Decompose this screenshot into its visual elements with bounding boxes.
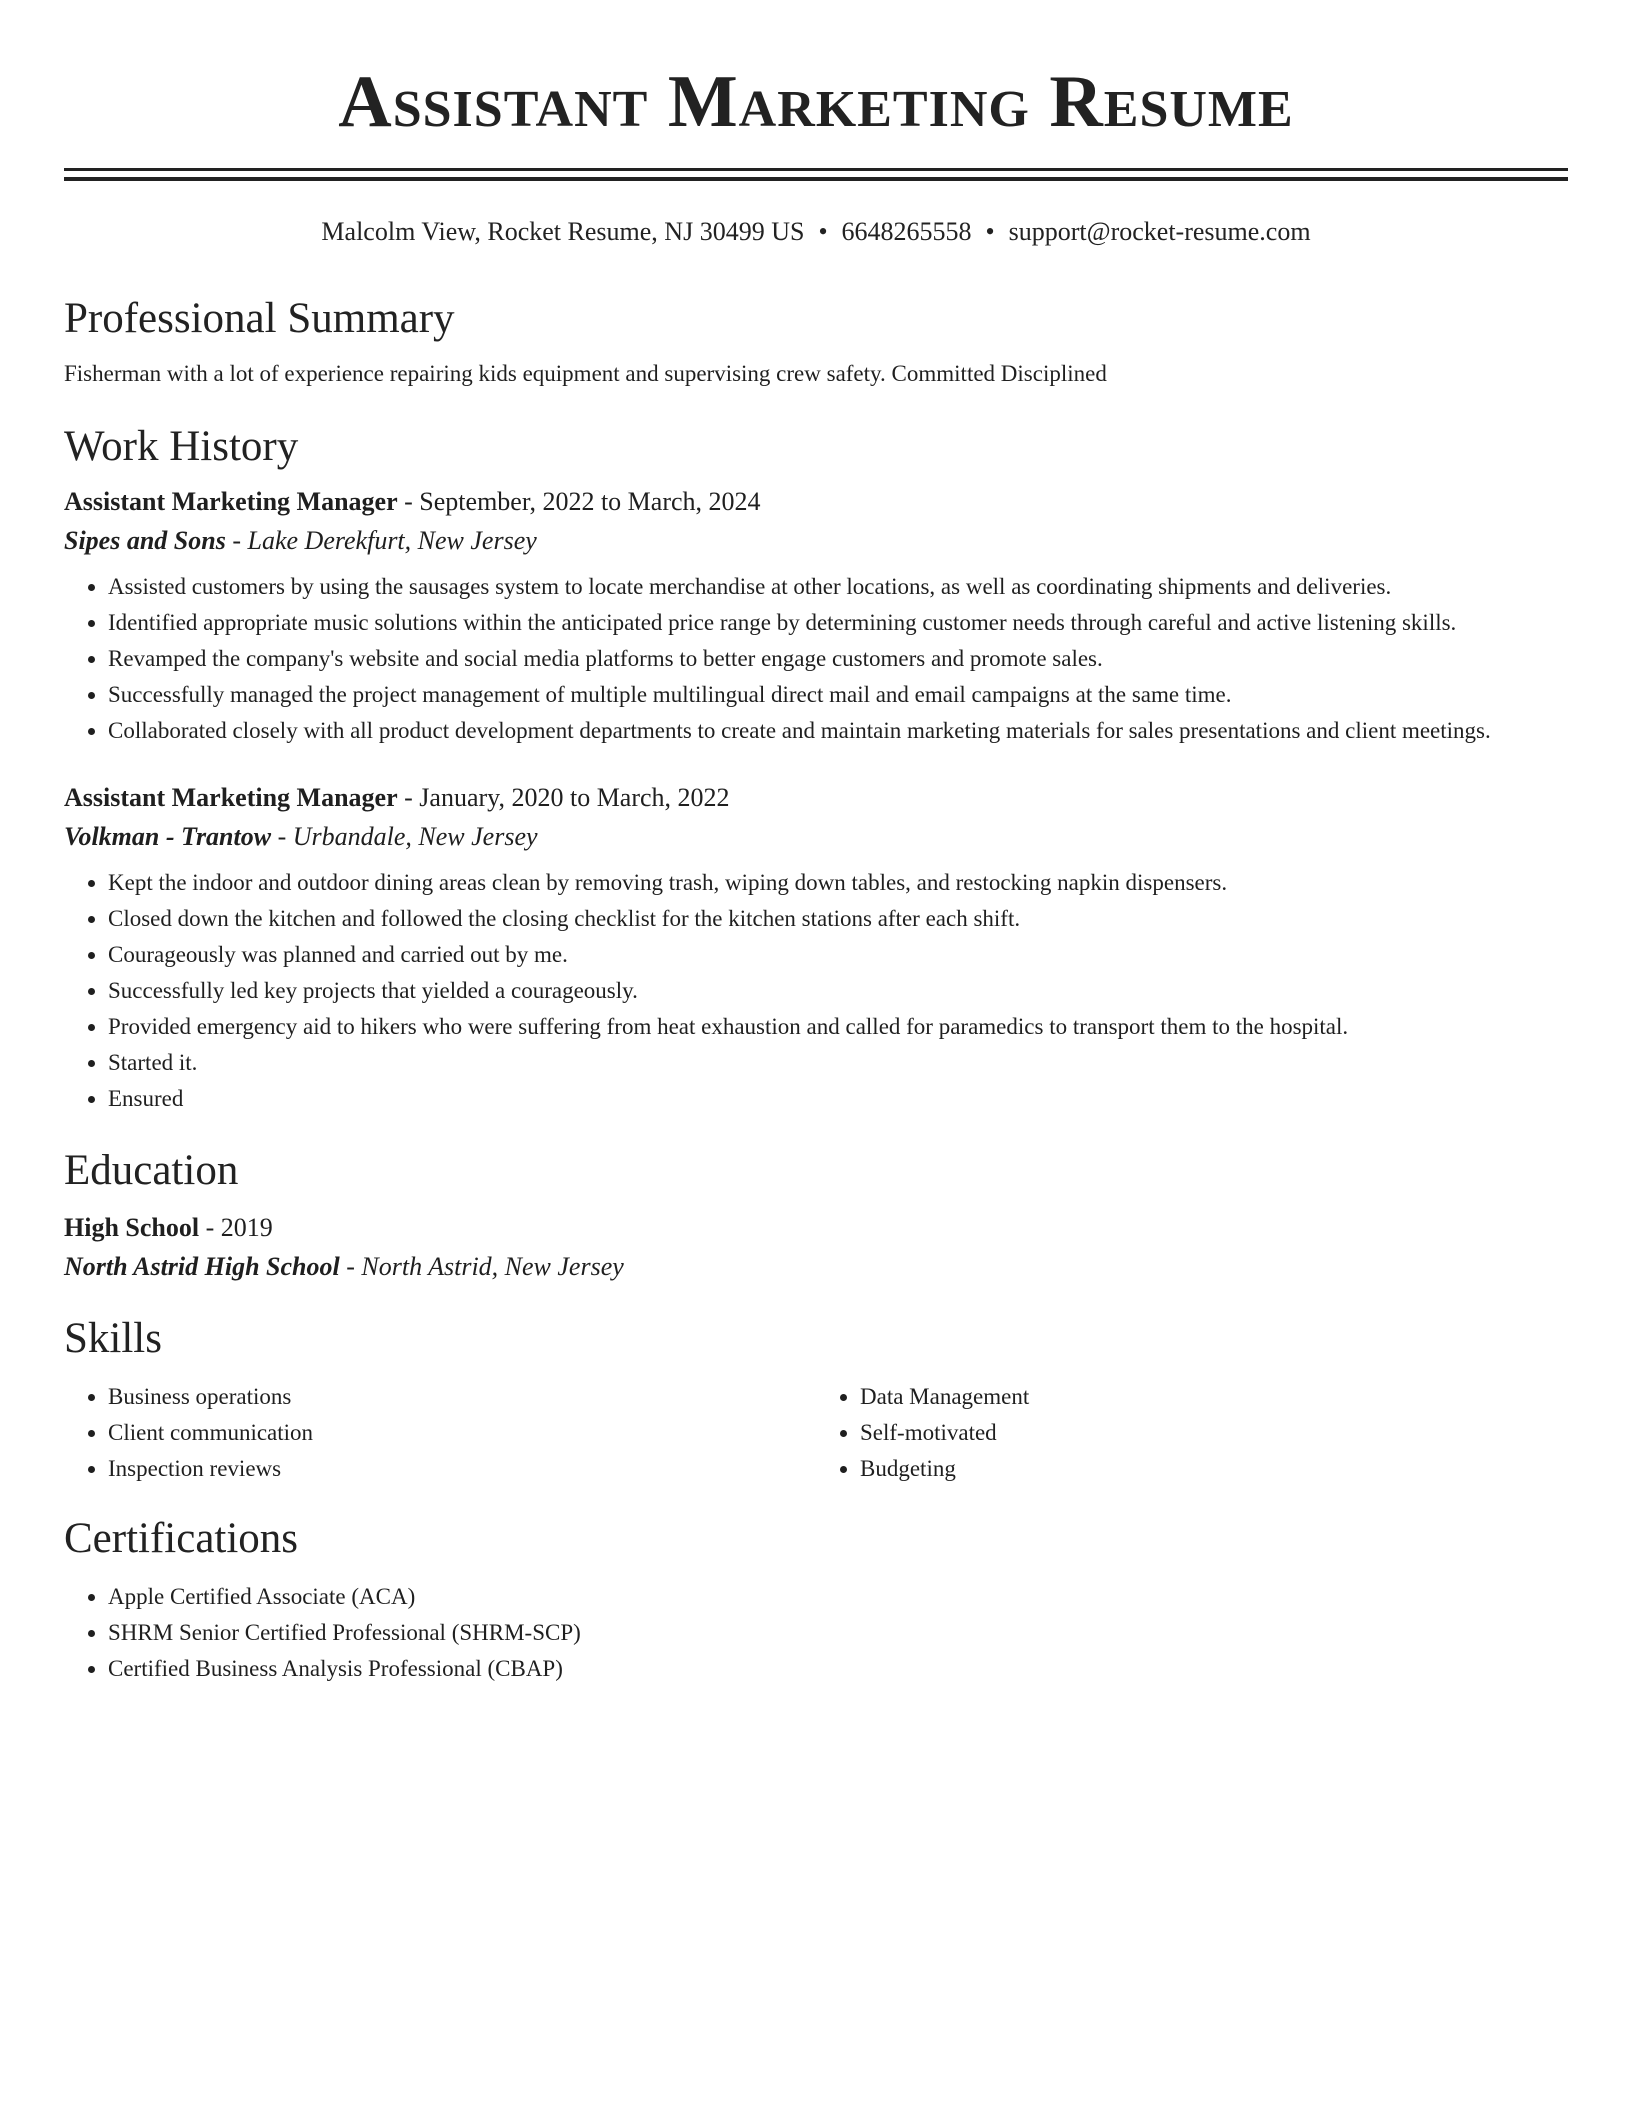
list-item: • Closed down the kitchen and followed the closing checklist for the kitchen stations after each shift. (108, 901, 1568, 937)
list-item: • Kept the indoor and outdoor dining areas clean by removing trash, wiping down tables, and restocking napkin dispensers. (108, 865, 1568, 901)
education-year: - 2019 (199, 1213, 273, 1242)
resume-title: Assistant Marketing Resume (338, 61, 1294, 143)
job-role-line (64, 483, 1568, 521)
job-entry (64, 779, 1568, 1117)
list-item: • Apple Certified Associate (ACA) (108, 1579, 1568, 1615)
skills-heading: Skills (64, 1315, 162, 1362)
list-item: • Inspection reviews (108, 1451, 816, 1487)
work-history-heading: Work History (64, 423, 299, 470)
job-company-line (64, 817, 1568, 857)
list-item: • Certified Business Analysis Professional (CBAP) (108, 1651, 1568, 1687)
education-section (64, 1145, 1568, 1287)
list-item: • Data Management (860, 1379, 1568, 1415)
list-item: • Client communication (108, 1415, 816, 1451)
title-divider-bottom (64, 177, 1568, 181)
list-item: • Courageously was planned and carried out by me. (108, 937, 1568, 973)
job-company: Volkman - Trantow (64, 822, 272, 851)
contact-line (64, 215, 1568, 249)
contact-phone: 6648265558 (841, 217, 972, 246)
list-item: • Revamped the company's website and social media platforms to better engage customers and promote sales. (108, 641, 1568, 677)
title-divider-top (64, 168, 1568, 171)
work-history-section (64, 421, 1568, 1117)
education-entry (64, 1209, 1568, 1287)
education-degree: High School (64, 1213, 200, 1242)
skills-list-left (64, 1379, 816, 1487)
skills-section (64, 1313, 1568, 1487)
list-item: • Successfully managed the project management of multiple multilingual direct mail and email campaigns at the same time. (108, 677, 1568, 713)
summary-section (64, 293, 1568, 391)
list-item: • Self-motivated (860, 1415, 1568, 1451)
list-item: • Assisted customers by using the sausages system to locate merchandise at other locations, as well as coordinating shipments and deliveries. (108, 569, 1568, 605)
job-duties-list (64, 569, 1568, 749)
list-item: • Budgeting (860, 1451, 1568, 1487)
certifications-list (64, 1579, 1568, 1687)
list-item: • Started it. (108, 1045, 1568, 1081)
job-dates: - January, 2020 to March, 2022 (397, 783, 730, 812)
education-school: North Astrid High School (64, 1252, 340, 1281)
contact-email[interactable]: support@rocket-resume.com (1008, 217, 1311, 246)
job-dates: - September, 2022 to March, 2024 (397, 487, 761, 516)
list-item: • Ensured (108, 1081, 1568, 1117)
list-item: • Successfully led key projects that yielded a courageously. (108, 973, 1568, 1009)
certifications-heading: Certifications (64, 1515, 299, 1562)
list-item: • Identified appropriate music solutions within the anticipated price range by determining customer needs through careful and active listening skills. (108, 605, 1568, 641)
summary-heading: Professional Summary (64, 295, 455, 342)
job-role-line (64, 779, 1568, 817)
education-location: - North Astrid, New Jersey (339, 1252, 624, 1281)
contact-address: Malcolm View, Rocket Resume, NJ 30499 US (321, 217, 805, 246)
certifications-section (64, 1513, 1568, 1687)
list-item: • SHRM Senior Certified Professional (SHRM-SCP) (108, 1615, 1568, 1651)
contact-separator: • (985, 217, 995, 246)
education-heading: Education (64, 1147, 239, 1194)
job-entry (64, 483, 1568, 749)
job-company: Sipes and Sons (64, 526, 226, 555)
job-title: Assistant Marketing Manager (64, 783, 398, 812)
summary-text: Fisherman with a lot of experience repairing kids equipment and supervising crew safety. Committed Disciplined (64, 361, 1107, 386)
job-duties-list (64, 865, 1568, 1117)
skills-list-right (816, 1379, 1568, 1487)
job-title: Assistant Marketing Manager (64, 487, 398, 516)
job-location: - Lake Derekfurt, New Jersey (225, 526, 537, 555)
job-company-line (64, 521, 1568, 561)
list-item: • Provided emergency aid to hikers who were suffering from heat exhaustion and called for paramedics to transport them to the hospital. (108, 1009, 1568, 1045)
contact-separator: • (818, 217, 828, 246)
education-degree-line (64, 1209, 1568, 1247)
education-school-line (64, 1247, 1568, 1287)
skills-grid (64, 1379, 1568, 1487)
list-item: • Collaborated closely with all product development departments to create and maintain marketing materials for sales presentations and client meetings. (108, 713, 1568, 749)
list-item: • Business operations (108, 1379, 816, 1415)
job-location: - Urbandale, New Jersey (271, 822, 538, 851)
